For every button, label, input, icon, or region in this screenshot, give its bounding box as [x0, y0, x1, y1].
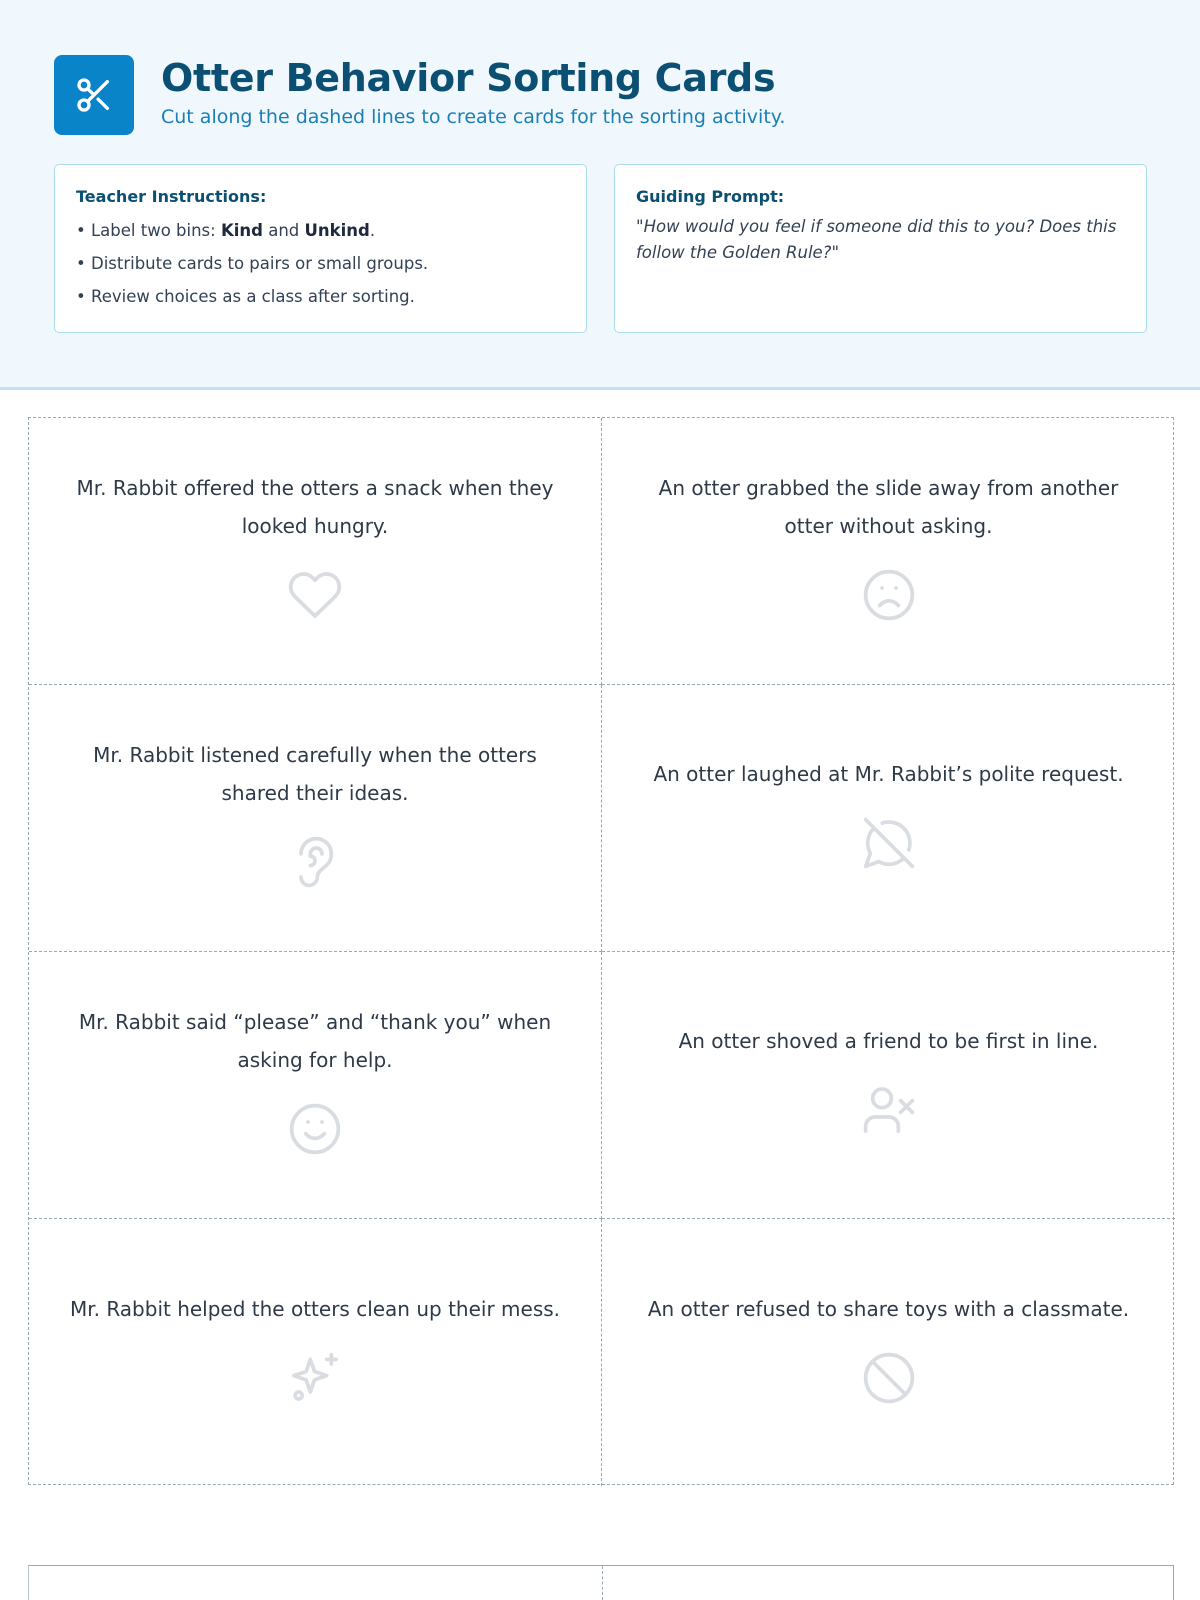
sorting-card [29, 685, 602, 952]
instruction-text: . [369, 221, 376, 240]
sorting-card [602, 418, 1175, 685]
cut-line [602, 1566, 603, 1600]
heart-icon [287, 567, 343, 623]
card-grid [28, 417, 1174, 1485]
card-text: An otter refused to share toys with a classmate. [647, 1296, 1130, 1321]
card-text: An otter laughed at Mr. Rabbit’s polite request. [653, 762, 1124, 786]
kind-label: Kind [220, 221, 263, 240]
ban-icon [861, 1350, 917, 1406]
sorting-card [602, 952, 1175, 1219]
card-text: Mr. Rabbit helped the otters clean up their mess. [69, 1296, 561, 1321]
card-text: Mr. Rabbit listened carefully when the otters shared their ideas. [93, 743, 537, 805]
card-text: Mr. Rabbit said “please” and “thank you” when asking for help. [78, 1010, 552, 1072]
instruction-text: Label two bins: [90, 221, 221, 240]
teacher-instructions-panel [54, 164, 587, 333]
unkind-label: Unkind [304, 221, 370, 240]
sparkles-icon [287, 1350, 343, 1406]
instruction-text: Review choices as a class after sorting. [90, 287, 415, 306]
card-text: An otter grabbed the slide away from another otter without asking. [658, 476, 1119, 538]
instruction-text: Distribute cards to pairs or small groups. [90, 254, 429, 273]
instruction-text: and [262, 221, 305, 240]
instructions-heading: Teacher Instructions: [76, 187, 267, 206]
instruction-item: • Label two bins: Kind and Unkind. [76, 221, 376, 240]
prompt-text: "How would you feel if someone did this to you? Does this follow the Golden Rule?" [636, 217, 1117, 262]
frown-icon [861, 567, 917, 623]
scissors-logo [54, 55, 134, 135]
user-x-icon [861, 1082, 917, 1138]
prompt-heading: Guiding Prompt: [636, 187, 785, 206]
page-subtitle: Cut along the dashed lines to create cards for the sorting activity. [161, 106, 786, 128]
sorting-card [29, 952, 602, 1219]
instruction-item: • Distribute cards to pairs or small groups. [76, 254, 429, 273]
sorting-card [602, 685, 1175, 952]
ear-icon [287, 834, 343, 890]
card-text: An otter shoved a friend to be first in line. [678, 1029, 1099, 1053]
page-title: Otter Behavior Sorting Cards [161, 56, 776, 100]
sorting-card [602, 1219, 1175, 1486]
page-header [0, 0, 1200, 390]
sorting-card [29, 418, 602, 685]
message-off-icon [861, 815, 917, 871]
card-text: Mr. Rabbit offered the otters a snack when they looked hungry. [76, 476, 554, 538]
instruction-item: • Review choices as a class after sorting. [76, 287, 415, 306]
smile-icon [287, 1101, 343, 1157]
next-card-grid [28, 1565, 1174, 1600]
sorting-card [29, 1219, 602, 1486]
scissors-icon [74, 75, 114, 115]
guiding-prompt-panel [614, 164, 1147, 333]
